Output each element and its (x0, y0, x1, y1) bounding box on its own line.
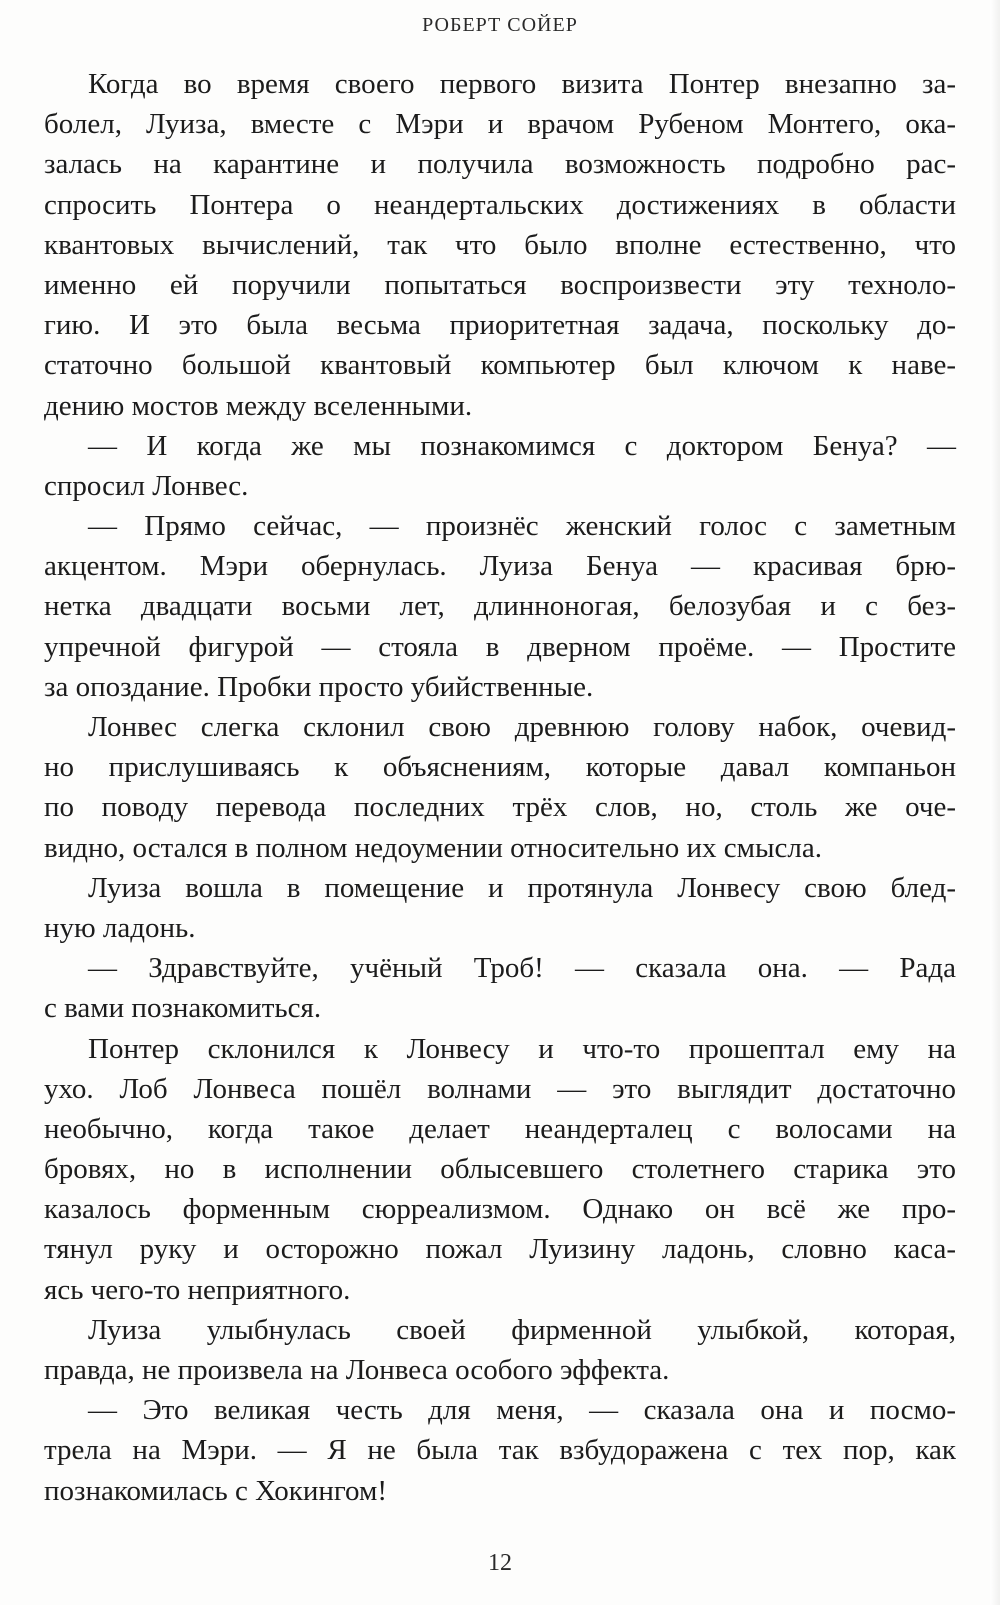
running-head: РОБЕРТ СОЙЕР (422, 14, 578, 36)
text-line: гию. И это была весьма приоритетная задача, поскольку до- (44, 309, 956, 342)
text-line: познакомилась с Хокингом! (44, 1474, 387, 1507)
text-line: тянул руку и осторожно пожал Луизину ладонь, словно каса- (44, 1233, 956, 1266)
text-line: квантовых вычислений, так что было вполне естественно, что (44, 228, 956, 261)
text-line: дению мостов между вселенными. (44, 389, 473, 422)
text-line: — Здравствуйте, учёный Троб! — сказала она. — Рада (88, 952, 956, 985)
text-line: Луиза вошла в помещение и протянула Лонвесу свою блед- (88, 871, 956, 904)
text-line: спросил Лонвес. (44, 469, 249, 502)
text-line: казалось форменным сюрреализмом. Однако он всё же про- (44, 1193, 956, 1226)
text-line: Лонвес слегка склонил свою древнюю голову набок, очевид- (88, 711, 956, 743)
text-line: бровях, но в исполнении облысевшего столетнего старика это (44, 1153, 956, 1186)
text-line: ясь чего-то неприятного. (44, 1273, 351, 1306)
text-line: ухо. Лоб Лонвеса пошёл волнами — это выглядит достаточно (44, 1072, 956, 1105)
text-line: — Прямо сейчас, — произнёс женский голос с заметным (88, 510, 956, 543)
text-line: спросить Понтера о неандертальских достижениях в области (44, 188, 956, 221)
text-line: — И когда же мы познакомимся с доктором Бенуа? — (88, 429, 956, 462)
text-line: за опоздание. Пробки просто убийственные. (44, 670, 594, 703)
scan-edge (990, 0, 1000, 1605)
text-line: упречной фигурой — стояла в дверном проёме. — Простите (44, 630, 956, 663)
body-text (44, 64, 956, 1511)
text-line: болел, Луиза, вместе с Мэри и врачом Рубеном Монтего, ока- (44, 108, 956, 141)
text-line: Понтер склонился к Лонвесу и что-то прошептал ему на (88, 1032, 956, 1065)
text-line: ную ладонь. (44, 911, 196, 944)
text-line: по поводу перевода последних трёх слов, но, столь же оче- (44, 791, 956, 824)
text-line: Луиза улыбнулась своей фирменной улыбкой, которая, (88, 1313, 956, 1346)
text-line: видно, остался в полном недоумении относительно их смысла. (44, 831, 822, 864)
text-line: нетка двадцати восьми лет, длинноногая, белозубая и с без- (44, 590, 956, 623)
text-line: акцентом. Мэри обернулась. Луиза Бенуа — красивая брю- (44, 550, 956, 583)
text-line: — Это великая честь для меня, — сказала она и посмо- (88, 1394, 956, 1427)
text-line: но прислушиваясь к объяснениям, которые давал компаньон (44, 751, 956, 784)
text-line: трела на Мэри. — Я не была так взбудоражена с тех пор, как (44, 1434, 956, 1467)
text-line: правда, не произвела на Лонвеса особого эффекта. (44, 1354, 670, 1386)
text-line: именно ей поручили попытаться воспроизвести эту техноло- (44, 268, 956, 301)
text-line: необычно, когда такое делает неандерталец с волосами на (44, 1112, 956, 1145)
text-line: залась на карантине и получила возможность подробно рас- (44, 148, 956, 181)
text-line: статочно большой квантовый компьютер был ключом к наве- (44, 349, 956, 382)
text-line: Когда во время своего первого визита Понтер внезапно за- (88, 68, 956, 100)
text-line: с вами познакомиться. (44, 992, 322, 1025)
page-number: 12 (488, 1550, 512, 1576)
